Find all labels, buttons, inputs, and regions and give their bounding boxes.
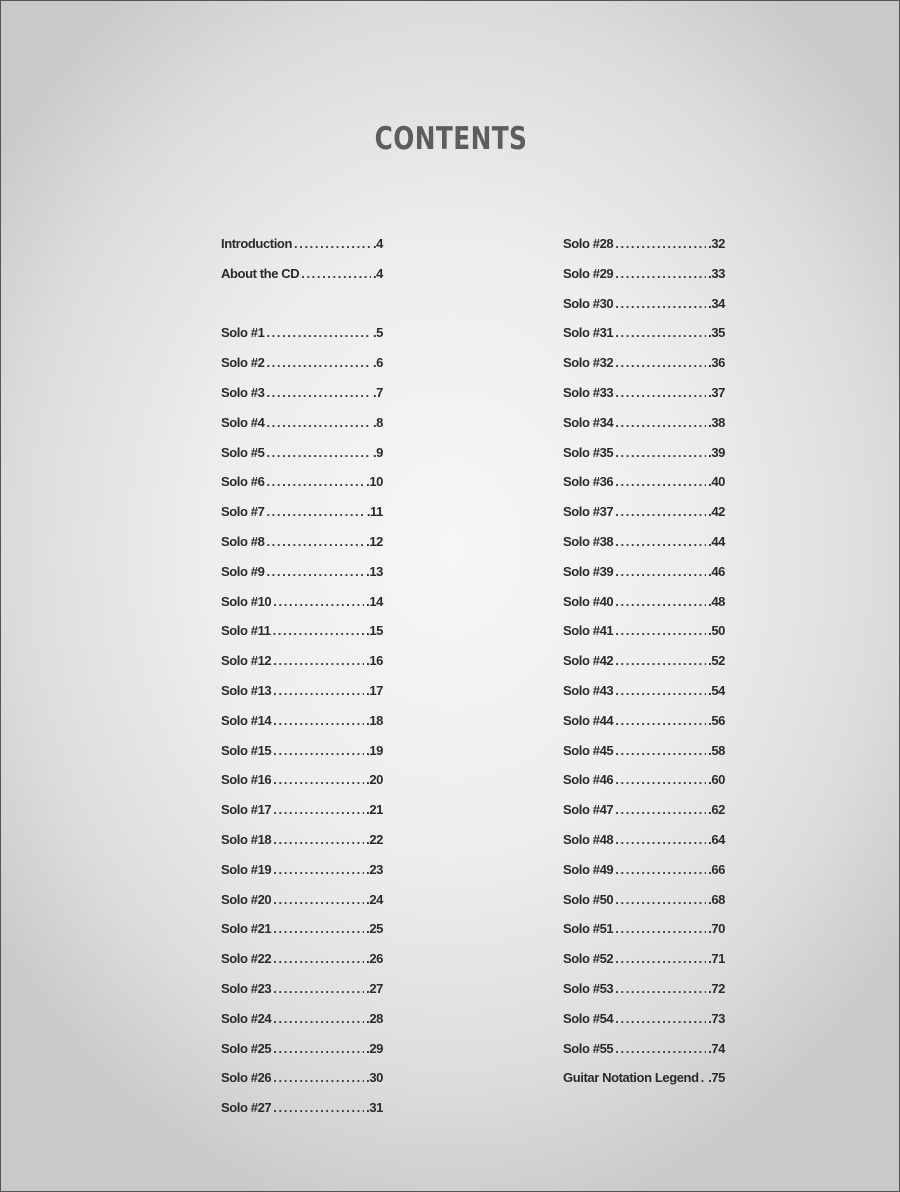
toc-dot-leader xyxy=(615,616,706,646)
toc-dot-leader xyxy=(273,944,364,974)
toc-entry-label: Solo #11 xyxy=(221,623,271,639)
toc-entry-page: .42 xyxy=(708,504,725,520)
toc-entry-label: Solo #31 xyxy=(563,325,614,341)
toc-dot-leader xyxy=(273,1093,364,1123)
toc-entry xyxy=(221,318,383,348)
toc-entry xyxy=(221,974,383,1004)
toc-entry-page: .14 xyxy=(366,593,383,609)
toc-entry-label: Guitar Notation Legend xyxy=(563,1070,699,1086)
toc-dot-leader xyxy=(273,587,364,617)
toc-dot-leader xyxy=(266,348,371,378)
toc-entry-page: .33 xyxy=(708,265,725,281)
toc-entry-page: .74 xyxy=(708,1040,725,1056)
toc-entry-label: Solo #22 xyxy=(221,951,272,967)
toc-entry-page: .56 xyxy=(708,712,725,728)
toc-entry-label: Solo #19 xyxy=(221,861,272,877)
toc-entry-label: Solo #23 xyxy=(221,980,272,996)
toc-entry-label: Solo #17 xyxy=(221,802,272,818)
toc-dot-leader xyxy=(273,1034,364,1064)
toc-dot-leader xyxy=(615,974,706,1004)
toc-entry-label: Solo #3 xyxy=(221,384,265,400)
toc-entry-label: Solo #15 xyxy=(221,742,272,758)
toc-dot-leader xyxy=(273,676,364,706)
toc-entry xyxy=(221,944,383,974)
toc-entry xyxy=(563,795,725,825)
toc-entry-label: Solo #46 xyxy=(563,772,614,788)
toc-entry xyxy=(221,855,383,885)
toc-dot-leader xyxy=(266,497,364,527)
toc-entry-page: .15 xyxy=(366,623,383,639)
toc-entry-page: .31 xyxy=(366,1100,383,1116)
toc-entry-label: Solo #5 xyxy=(221,444,265,460)
toc-entry-label: Solo #16 xyxy=(221,772,272,788)
toc-entry xyxy=(221,527,383,557)
toc-dot-leader xyxy=(273,885,364,915)
toc-entry-label: Solo #9 xyxy=(221,563,265,579)
toc-entry-label: Solo #27 xyxy=(221,1100,272,1116)
toc-entry-page: .30 xyxy=(366,1070,383,1086)
toc-entry-label: Solo #26 xyxy=(221,1070,272,1086)
toc-entry-label: Solo #1 xyxy=(221,325,265,341)
toc-dot-leader xyxy=(615,259,706,289)
toc-entry-page: .58 xyxy=(708,742,725,758)
toc-entry-page: .60 xyxy=(708,772,725,788)
toc-dot-leader xyxy=(615,378,706,408)
toc-entry-label: About the CD xyxy=(221,265,300,281)
toc-entry-label: Solo #55 xyxy=(563,1040,614,1056)
toc-entry xyxy=(221,914,383,944)
toc-entry-page: .66 xyxy=(708,861,725,877)
toc-entry-label: Solo #42 xyxy=(563,653,614,669)
toc-entry-page: .44 xyxy=(708,533,725,549)
toc-dot-leader xyxy=(273,825,364,855)
toc-dot-leader xyxy=(266,318,371,348)
toc-entry-label: Solo #37 xyxy=(563,504,614,520)
toc-entry-page: .21 xyxy=(366,802,383,818)
toc-entry-label: Solo #24 xyxy=(221,1010,272,1026)
toc-entry-page: .36 xyxy=(708,355,725,371)
toc-entry-page: .8 xyxy=(372,414,383,430)
toc-entry xyxy=(563,646,725,676)
toc-dot-leader xyxy=(273,646,364,676)
toc-dot-leader xyxy=(615,497,706,527)
toc-entry xyxy=(563,527,725,557)
toc-entry-label: Solo #18 xyxy=(221,831,272,847)
toc-entry-label: Solo #29 xyxy=(563,265,614,281)
toc-entry-label: Solo #40 xyxy=(563,593,614,609)
toc-dot-leader xyxy=(615,229,706,259)
toc-entry-label: Solo #32 xyxy=(563,355,614,371)
toc-dot-leader xyxy=(615,855,706,885)
toc-entry-page: .20 xyxy=(366,772,383,788)
toc-dot-leader xyxy=(615,885,706,915)
toc-entry-page: .54 xyxy=(708,682,725,698)
toc-entry-label: Solo #50 xyxy=(563,891,614,907)
toc-entry-label: Solo #30 xyxy=(563,295,614,311)
toc-entry xyxy=(221,229,383,259)
toc-entry-page: .18 xyxy=(366,712,383,728)
toc-entry-page: .19 xyxy=(366,742,383,758)
toc-entry xyxy=(221,736,383,766)
toc-entry-page: .6 xyxy=(372,355,383,371)
toc-entry-label: Solo #28 xyxy=(563,236,614,251)
page-title: CONTENTS xyxy=(374,121,528,157)
toc-entry xyxy=(221,676,383,706)
toc-entry xyxy=(563,587,725,617)
toc-entry xyxy=(221,348,383,378)
toc-entry-page: .38 xyxy=(708,414,725,430)
toc-entry xyxy=(221,587,383,617)
toc-dot-leader xyxy=(615,438,706,468)
toc-entry-page: .35 xyxy=(708,325,725,341)
toc-dot-leader xyxy=(301,259,371,289)
toc-dot-leader xyxy=(615,706,706,736)
toc-entry-page: .71 xyxy=(708,951,725,967)
toc-dot-leader xyxy=(615,348,706,378)
toc-entry-page: .46 xyxy=(708,563,725,579)
toc-entry-label: Introduction xyxy=(221,236,293,251)
toc-entry-label: Solo #14 xyxy=(221,712,272,728)
toc-entry-page: .28 xyxy=(366,1010,383,1026)
toc-entry-page: .4 xyxy=(372,265,383,281)
toc-dot-leader xyxy=(701,1063,706,1093)
toc-entry-label: Solo #35 xyxy=(563,444,614,460)
toc-dot-leader xyxy=(615,944,706,974)
toc-entry xyxy=(563,408,725,438)
toc-dot-leader xyxy=(273,855,364,885)
toc-entry xyxy=(221,467,383,497)
toc-entry xyxy=(563,855,725,885)
toc-entry xyxy=(563,229,725,259)
toc-dot-leader xyxy=(273,1063,364,1093)
toc-entry-page: .32 xyxy=(708,236,725,251)
toc-entry xyxy=(563,616,725,646)
toc-entry-label: Solo #12 xyxy=(221,653,272,669)
toc-dot-leader xyxy=(266,557,364,587)
toc-entry-label: Solo #38 xyxy=(563,533,614,549)
toc-entry xyxy=(563,348,725,378)
toc-entry xyxy=(563,706,725,736)
toc-entry-page: .72 xyxy=(708,980,725,996)
toc-entry xyxy=(221,1034,383,1064)
toc-dot-leader xyxy=(273,736,364,766)
toc-entry-page: .75 xyxy=(708,1070,725,1086)
toc-entry-label: Solo #20 xyxy=(221,891,272,907)
toc-dot-leader xyxy=(273,706,364,736)
toc-entry xyxy=(563,318,725,348)
toc-entry xyxy=(221,1063,383,1093)
toc-entry-page: .12 xyxy=(366,533,383,549)
toc-entry-label: Solo #34 xyxy=(563,414,614,430)
toc-entry xyxy=(221,497,383,527)
toc-dot-leader xyxy=(615,676,706,706)
toc-entry xyxy=(221,765,383,795)
toc-entry xyxy=(563,289,725,319)
toc-entry-page: .26 xyxy=(366,951,383,967)
toc-dot-leader xyxy=(615,825,706,855)
toc-dot-leader xyxy=(266,378,371,408)
toc-entry xyxy=(563,467,725,497)
toc-entry-page: .50 xyxy=(708,623,725,639)
toc-entry-label: Solo #39 xyxy=(563,563,614,579)
toc-entry xyxy=(221,706,383,736)
toc-entry xyxy=(563,765,725,795)
toc-entry-label: Solo #6 xyxy=(221,474,265,490)
toc-entry-page: .5 xyxy=(372,325,383,341)
toc-entry-page: .16 xyxy=(366,653,383,669)
toc-entry-label: Solo #21 xyxy=(221,921,272,937)
toc-entry-page: .27 xyxy=(366,980,383,996)
toc-dot-leader xyxy=(615,527,706,557)
toc-entry xyxy=(563,676,725,706)
toc-entry xyxy=(563,1063,725,1093)
toc-entry-label: Solo #52 xyxy=(563,951,614,967)
toc-entry xyxy=(221,1093,383,1123)
toc-dot-leader xyxy=(273,765,364,795)
toc-dot-leader xyxy=(273,1004,364,1034)
toc-dot-leader xyxy=(266,467,364,497)
toc-entry-label: Solo #41 xyxy=(563,623,614,639)
toc-dot-leader xyxy=(294,229,371,259)
toc-entry xyxy=(563,378,725,408)
toc-entry-page: .24 xyxy=(366,891,383,907)
toc-dot-leader xyxy=(615,765,706,795)
toc-entry xyxy=(563,1004,725,1034)
toc-entry xyxy=(563,825,725,855)
toc-entry-label: Solo #13 xyxy=(221,682,272,698)
toc-entry xyxy=(563,557,725,587)
toc-entry-page: .37 xyxy=(708,384,725,400)
toc-dot-leader xyxy=(273,616,365,646)
toc-entry-label: Solo #53 xyxy=(563,980,614,996)
toc-entry-page: .9 xyxy=(372,444,383,460)
toc-entry xyxy=(221,795,383,825)
toc-dot-leader xyxy=(273,914,364,944)
toc-entry xyxy=(563,736,725,766)
toc-entry-page: .40 xyxy=(708,474,725,490)
toc-dot-leader xyxy=(615,914,706,944)
toc-entry-page: .70 xyxy=(708,921,725,937)
toc-entry xyxy=(563,259,725,289)
toc-entry-page: .68 xyxy=(708,891,725,907)
toc-entry-page: .17 xyxy=(366,682,383,698)
toc-entry-page: .34 xyxy=(708,295,725,311)
toc-entry-page: .10 xyxy=(366,474,383,490)
toc-entry-page: .4 xyxy=(372,236,383,251)
toc-dot-leader xyxy=(615,467,706,497)
toc-entry xyxy=(221,646,383,676)
toc-dot-leader xyxy=(266,438,371,468)
toc-dot-leader xyxy=(273,795,364,825)
toc-dot-leader xyxy=(615,736,706,766)
toc-entry-label: Solo #25 xyxy=(221,1040,272,1056)
toc-entry-label: Solo #10 xyxy=(221,593,272,609)
toc-entry-page: .11 xyxy=(366,504,383,520)
toc-entry xyxy=(563,438,725,468)
toc-entry-label: Solo #47 xyxy=(563,802,614,818)
toc-entry-label: Solo #36 xyxy=(563,474,614,490)
toc-entry xyxy=(221,616,383,646)
toc-entry-label: Solo #49 xyxy=(563,861,614,877)
toc-entry xyxy=(221,259,383,289)
toc-entry-page: .62 xyxy=(708,802,725,818)
toc-entry xyxy=(221,557,383,587)
toc-entry-label: Solo #51 xyxy=(563,921,614,937)
toc-entry-page: .13 xyxy=(366,563,383,579)
toc-dot-leader xyxy=(615,1004,706,1034)
toc-entry xyxy=(221,408,383,438)
toc-entry-page: .23 xyxy=(366,861,383,877)
toc-entry xyxy=(563,497,725,527)
toc-entry xyxy=(563,1034,725,1064)
toc-entry xyxy=(221,378,383,408)
toc-entry-label: Solo #45 xyxy=(563,742,614,758)
toc-entry-page: .64 xyxy=(708,831,725,847)
toc-entry-label: Solo #48 xyxy=(563,831,614,847)
toc-entry-label: Solo #2 xyxy=(221,355,265,371)
toc-entry-page: .29 xyxy=(366,1040,383,1056)
toc-entry-page: .48 xyxy=(708,593,725,609)
toc-entry-label: Solo #54 xyxy=(563,1010,614,1026)
toc-dot-leader xyxy=(615,1034,706,1064)
toc-entry-page: .39 xyxy=(708,444,725,460)
toc-dot-leader xyxy=(615,587,706,617)
toc-spacer xyxy=(221,289,383,319)
toc-dot-leader xyxy=(266,527,364,557)
toc-entry xyxy=(221,825,383,855)
toc-dot-leader xyxy=(266,408,371,438)
toc-entry-label: Solo #8 xyxy=(221,533,265,549)
toc-entry-label: Solo #4 xyxy=(221,414,265,430)
toc-entry-page: .52 xyxy=(708,653,725,669)
toc-dot-leader xyxy=(615,795,706,825)
toc-entry xyxy=(221,1004,383,1034)
toc-entry-page: .22 xyxy=(366,831,383,847)
toc-entry xyxy=(563,944,725,974)
toc-entry-page: .73 xyxy=(708,1010,725,1026)
toc-entry-page: .25 xyxy=(366,921,383,937)
toc-entry-label: Solo #44 xyxy=(563,712,614,728)
toc-entry xyxy=(563,914,725,944)
toc-entry-label: Solo #33 xyxy=(563,384,614,400)
toc-entry xyxy=(221,438,383,468)
toc-entry-page: .7 xyxy=(372,384,383,400)
toc-entry xyxy=(221,885,383,915)
toc-entry-label: Solo #7 xyxy=(221,504,265,520)
toc-column-left xyxy=(221,229,383,1123)
toc-dot-leader xyxy=(615,289,706,319)
toc-dot-leader xyxy=(615,557,706,587)
toc-dot-leader xyxy=(615,318,706,348)
toc-entry-label: Solo #43 xyxy=(563,682,614,698)
toc-dot-leader xyxy=(615,408,706,438)
toc-entry xyxy=(563,885,725,915)
toc-dot-leader xyxy=(273,974,364,1004)
toc-dot-leader xyxy=(615,646,706,676)
toc-column-right xyxy=(563,229,725,1093)
toc-entry xyxy=(563,974,725,1004)
